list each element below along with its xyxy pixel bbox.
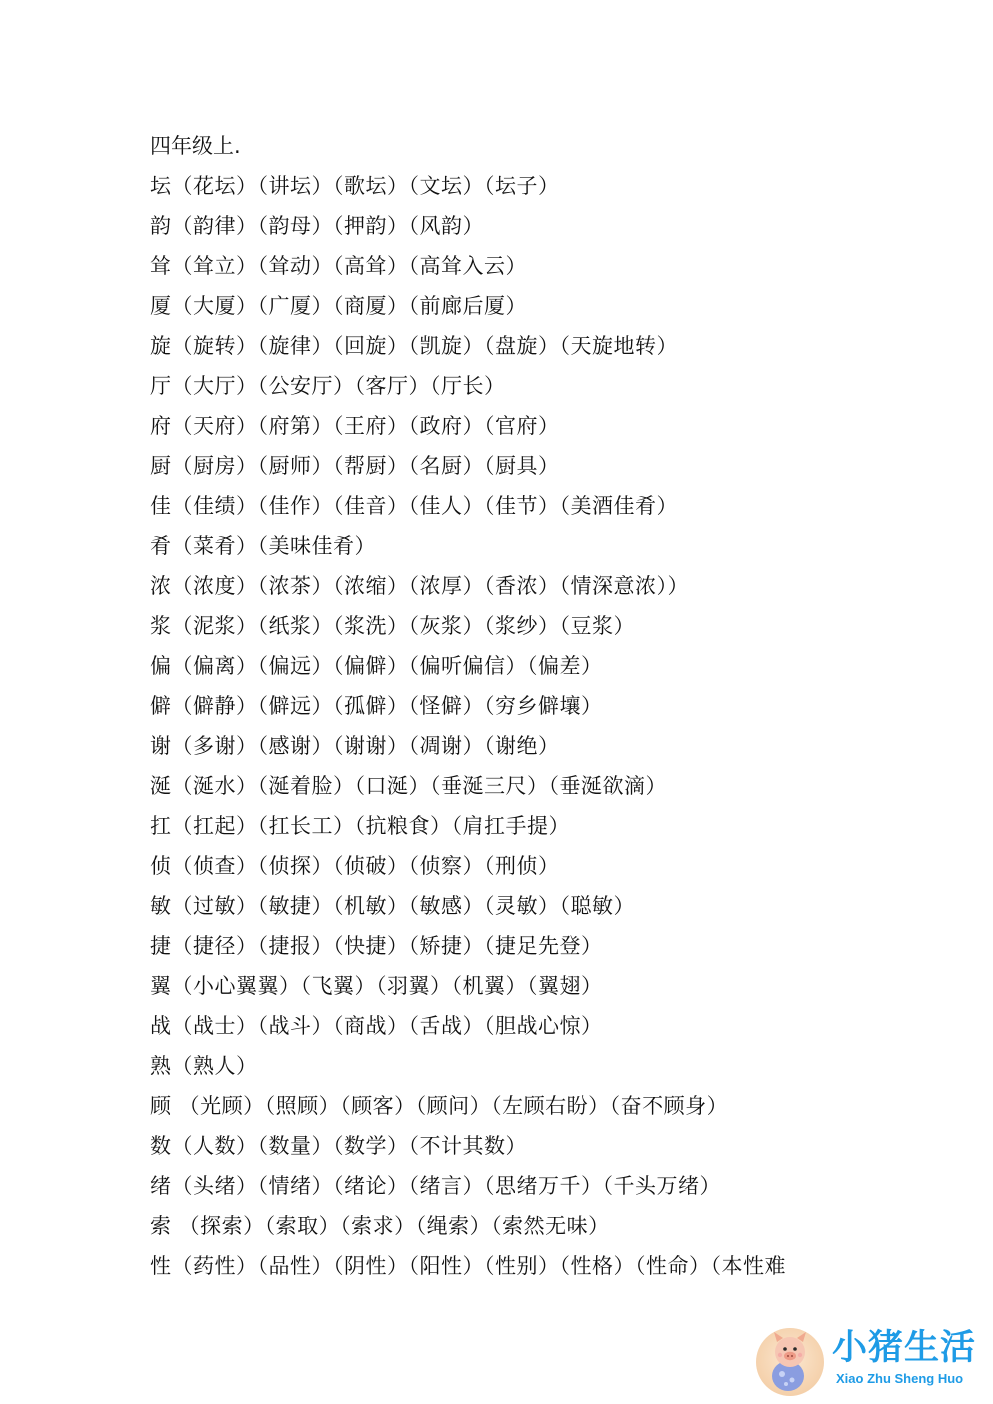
word-line: 厨（厨房）（厨师）（帮厨）（名厨）（厨具） (150, 454, 560, 478)
word-line: 坛（花坛）（讲坛）（歌坛）（文坛）（坛子） (150, 174, 560, 198)
document-content (150, 126, 950, 1286)
word-line: 旋（旋转）（旋律）（回旋）（凯旋）（盘旋）（天旋地转） (150, 334, 678, 358)
word-line: 肴（菜肴）（美味佳肴） (150, 534, 376, 558)
word-line: 涎（涎水）（涎着脸）（口涎）（垂涎三尺）（垂涎欲滴） (150, 774, 667, 798)
pig-mascot-icon (752, 1322, 828, 1398)
word-line: 顾 （光顾）（照顾）（顾客）（顾问）（左顾右盼）（奋不顾身） (150, 1094, 729, 1118)
watermark-logo (752, 1322, 988, 1398)
watermark-subtitle: Xiao Zhu Sheng Huo (836, 1371, 964, 1386)
word-line: 厦（大厦）（广厦）（商厦）（前廊后厦） (150, 294, 527, 318)
document-heading: 四年级上. (150, 134, 241, 158)
word-line: 韵（韵律）（韵母）（押韵）（风韵） (150, 214, 484, 238)
word-line: 熟（熟人） (150, 1054, 258, 1078)
word-line: 侦（侦查）（侦探）（侦破）（侦察）（刑侦） (150, 854, 560, 878)
word-line: 耸（耸立）（耸动）（高耸）（高耸入云） (150, 254, 527, 278)
word-line: 谢（多谢）（感谢）（谢谢）（凋谢）（谢绝） (150, 734, 560, 758)
word-line: 府（天府）（府第）（王府）（政府）（官府） (150, 414, 560, 438)
word-list (150, 166, 950, 1286)
watermark-title: 小猪生活 (832, 1328, 977, 1368)
word-line: 浓（浓度）（浓茶）（浓缩）（浓厚）（香浓）（情深意浓）） (150, 574, 689, 598)
word-line: 敏（过敏）（敏捷）（机敏）（敏感）（灵敏）（聪敏） (150, 894, 635, 918)
word-line: 扛（扛起）（扛长工）（抗粮食）（肩扛手提） (150, 814, 570, 838)
word-line: 僻（僻静）（僻远）（孤僻）（怪僻）（穷乡僻壤） (150, 694, 603, 718)
word-line: 战（战士）（战斗）（商战）（舌战）（胆战心惊） (150, 1014, 603, 1038)
word-line: 绪（头绪）（情绪）（绪论）（绪言）（思绪万千）（千头万绪） (150, 1174, 721, 1198)
word-line: 索 （探索）（索取）（索求）（绳索）（索然无味） (150, 1214, 610, 1238)
word-line: 性（药性）（品性）（阴性）（阳性）（性别）（性格）（性命）（本性难 (150, 1254, 786, 1278)
word-line: 浆（泥浆）（纸浆）（浆洗）（灰浆）（浆纱）（豆浆） (150, 614, 635, 638)
word-line: 翼（小心翼翼）（飞翼）（羽翼）（机翼）（翼翅） (150, 974, 603, 998)
word-line: 数（人数）（数量）（数学）（不计其数） (150, 1134, 527, 1158)
word-line: 厅（大厅）（公安厅）（客厅）（厅长） (150, 374, 506, 398)
word-line: 捷（捷径）（捷报）（快捷）（矫捷）（捷足先登） (150, 934, 603, 958)
word-line: 偏（偏离）（偏远）（偏僻）（偏听偏信）（偏差） (150, 654, 603, 678)
word-line: 佳（佳绩）（佳作）（佳音）（佳人）（佳节）（美酒佳肴） (150, 494, 678, 518)
